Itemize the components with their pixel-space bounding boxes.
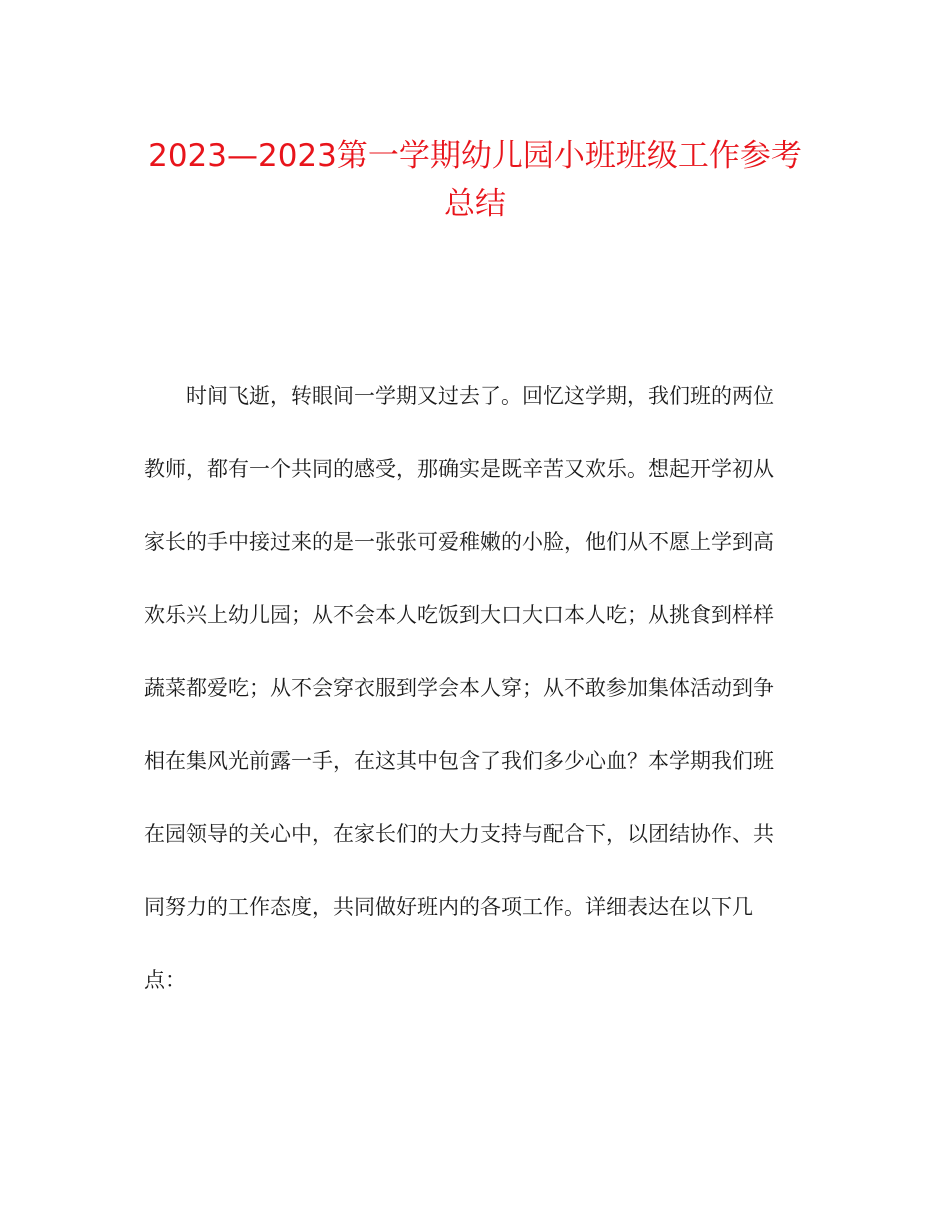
paragraph-line: 点： bbox=[144, 968, 186, 992]
paragraph-line: 时间飞逝，转眼间一学期又过去了。回忆这学期，我们班的两位 bbox=[186, 384, 774, 408]
paragraph-line: 教师，都有一个共同的感受，那确实是既辛苦又欢乐。想起开学初从 bbox=[144, 457, 774, 481]
paragraph-line: 在园领导的关心中，在家长们的大力支持与配合下，以团结协作、共 bbox=[144, 822, 774, 846]
paragraph-line: 欢乐兴上幼儿园；从不会本人吃饭到大口大口本人吃；从挑食到样样 bbox=[144, 603, 774, 627]
body-paragraph bbox=[144, 373, 806, 1030]
document-title bbox=[120, 132, 830, 228]
paragraph-line: 蔬菜都爱吃；从不会穿衣服到学会本人穿；从不敢参加集体活动到争 bbox=[144, 676, 774, 700]
paragraph-line: 家长的手中接过来的是一张张可爱稚嫩的小脸，他们从不愿上学到高 bbox=[144, 530, 774, 554]
paragraph-line: 同努力的工作态度，共同做好班内的各项工作。详细表达在以下几 bbox=[144, 895, 753, 919]
title-line-1: 2023—2023第一学期幼儿园小班班级工作参考 bbox=[148, 138, 802, 174]
title-line-2: 总结 bbox=[444, 186, 506, 222]
paragraph-line: 相在集风光前露一手，在这其中包含了我们多少心血？本学期我们班 bbox=[144, 749, 774, 773]
